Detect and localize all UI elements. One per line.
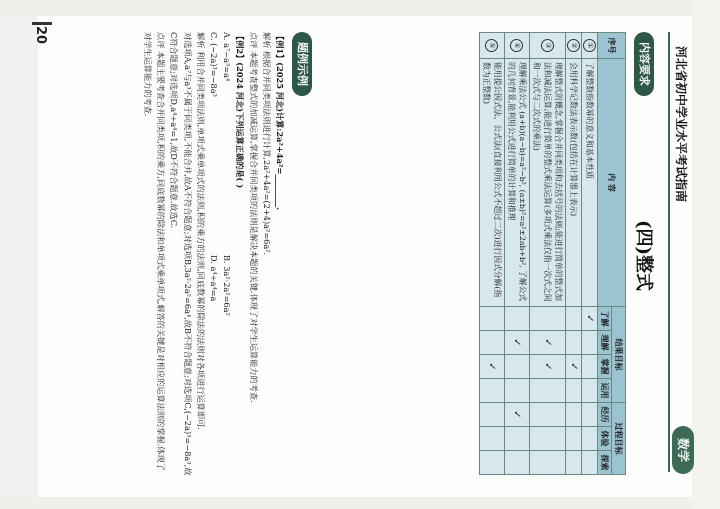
check-mark <box>480 331 505 355</box>
example-2-comment: 点评 本题主要考查合并同类项,积的乘方,同底数幂的除法和单项式乘单项式,解答的关键是对相应的运算法则的掌握.体现了对学生运算能力的考查. <box>142 32 167 471</box>
check-mark: ✓ <box>582 307 598 331</box>
level-header: 了解 <box>598 307 612 331</box>
table-row <box>505 33 530 475</box>
check-mark <box>530 379 566 403</box>
row-number: ③ <box>541 39 554 52</box>
examples-block <box>141 32 286 478</box>
row-content: 了解整数指数幂的意义和基本性质 <box>582 59 598 307</box>
check-mark <box>480 451 505 475</box>
check-mark: ✓ <box>566 355 582 379</box>
example-2-options-row-2 <box>207 32 220 478</box>
check-mark <box>582 403 598 427</box>
rotated-page-content <box>20 20 700 500</box>
check-mark <box>505 307 530 331</box>
level-header: 经历 <box>598 403 612 427</box>
check-mark <box>480 427 505 451</box>
table-row <box>582 33 598 475</box>
row-content: 理解乘法公式 (a+b)(a−b)=a²−b², (a±b)²=a²±2ab+b², 了解公式的几何背景,能利用公式进行简单的计算和推理 <box>505 59 530 307</box>
option-a: A. a⁷−a³=a⁴ <box>222 32 233 82</box>
example-2-question: 【例2】(2024 河北)下列运算正确的是( ) <box>235 32 246 189</box>
subject-badge: 数学 <box>672 426 694 474</box>
level-header: 探索 <box>598 451 612 475</box>
check-mark <box>566 427 582 451</box>
row-number: ⑤ <box>486 39 499 52</box>
check-mark <box>566 307 582 331</box>
check-mark <box>566 403 582 427</box>
example-1-comment: 点评 本题考查整式的加减运算,掌握合并同类项的法则是解决本题的关键.体现了对学生运算能力的考查. <box>248 32 259 403</box>
check-mark <box>566 451 582 475</box>
requirements-table <box>479 32 626 475</box>
page-edge-top <box>0 0 720 16</box>
example-1-question: 【例1】(2025 河北)计算:2a²+4a²=________. <box>275 32 285 210</box>
level-header: 掌握 <box>598 355 612 379</box>
check-mark <box>505 379 530 403</box>
check-mark <box>505 427 530 451</box>
option-c: C. (−2a)³=−8a³ <box>208 32 219 97</box>
running-header <box>672 32 694 472</box>
example-1-solution: 解析 根据合并同类项法则进行计算,2a²+4a²=(2+4)a²=6a². <box>261 32 272 256</box>
row-content: 能用提公因式法、公式法(直接利用公式不超过二次)进行因式分解(指数为正整数) <box>480 59 505 307</box>
check-mark <box>480 379 505 403</box>
table-row <box>566 33 582 475</box>
example-2-options-row-1 <box>220 32 233 478</box>
check-mark <box>582 451 598 475</box>
check-mark <box>582 331 598 355</box>
check-mark <box>530 427 566 451</box>
check-mark <box>582 427 598 451</box>
process-goal-header: 过程目标 <box>612 403 626 475</box>
example-2-solution-detail: 对选项A,a⁷与a³不属于同类项,不能合并,故A不符合题意;对选项B,3a²·2a²=6a⁴,故B不符合题意;对选项C,(−2a)³=−8a³,故C符合题意;对选项D,a⁴÷a⁴=1,故D不符合题意.故选C. <box>169 32 193 476</box>
col-index-header: 序号 <box>598 33 626 59</box>
level-header: 体验 <box>598 427 612 451</box>
result-goal-header: 结果目标 <box>612 307 626 403</box>
check-mark <box>582 379 598 403</box>
check-mark <box>480 307 505 331</box>
check-mark <box>480 403 505 427</box>
check-mark <box>530 451 566 475</box>
page-number-bar <box>32 22 52 25</box>
level-header: 运用 <box>598 379 612 403</box>
col-content-header: 内 容 <box>598 59 626 307</box>
check-mark <box>505 451 530 475</box>
level-header: 理解 <box>598 331 612 355</box>
examples-tag: 题例示例 <box>292 32 312 96</box>
check-mark <box>505 355 530 379</box>
check-mark <box>566 331 582 355</box>
header-rule <box>668 32 670 472</box>
option-b: B. 3a²·2a²=6a² <box>222 255 233 316</box>
check-mark: ✓ <box>480 355 505 379</box>
check-mark: ✓ <box>505 331 530 355</box>
check-mark <box>530 307 566 331</box>
row-content: 会用科学记数法表示数(包括在计算器上表示) <box>566 59 582 307</box>
table-row <box>530 33 566 475</box>
row-number: ① <box>583 39 596 52</box>
book-title: 河北省初中学业水平考试指南 <box>674 46 688 203</box>
check-mark: ✓ <box>505 403 530 427</box>
check-mark <box>582 355 598 379</box>
row-number: ④ <box>511 39 524 52</box>
check-mark: ✓ <box>530 355 566 379</box>
option-d: D. a⁴÷a⁴=a <box>208 255 219 302</box>
example-2-solution: 解析 利用合并同类项法则,单项式乘单项式的法则,积的乘方的法则,同底数幂的除法的法则对各项进行运算即可. <box>195 32 206 430</box>
table-row <box>480 33 505 475</box>
check-mark: ✓ <box>530 331 566 355</box>
row-number: ② <box>567 39 580 52</box>
section-title: (四)整式 <box>633 220 654 292</box>
check-mark <box>566 379 582 403</box>
content-requirements-tag: 内容要求 <box>634 32 654 96</box>
check-mark <box>530 403 566 427</box>
page-number: 20 <box>33 26 48 45</box>
row-content: 理解整式的概念,掌握合并同类项和去括号的法则;能进行简单的整式加法和减法运算;能进行简单的整式乘法运算(多项式乘法仅指一次式之间和一次式与二次式的乘法) <box>530 59 566 307</box>
